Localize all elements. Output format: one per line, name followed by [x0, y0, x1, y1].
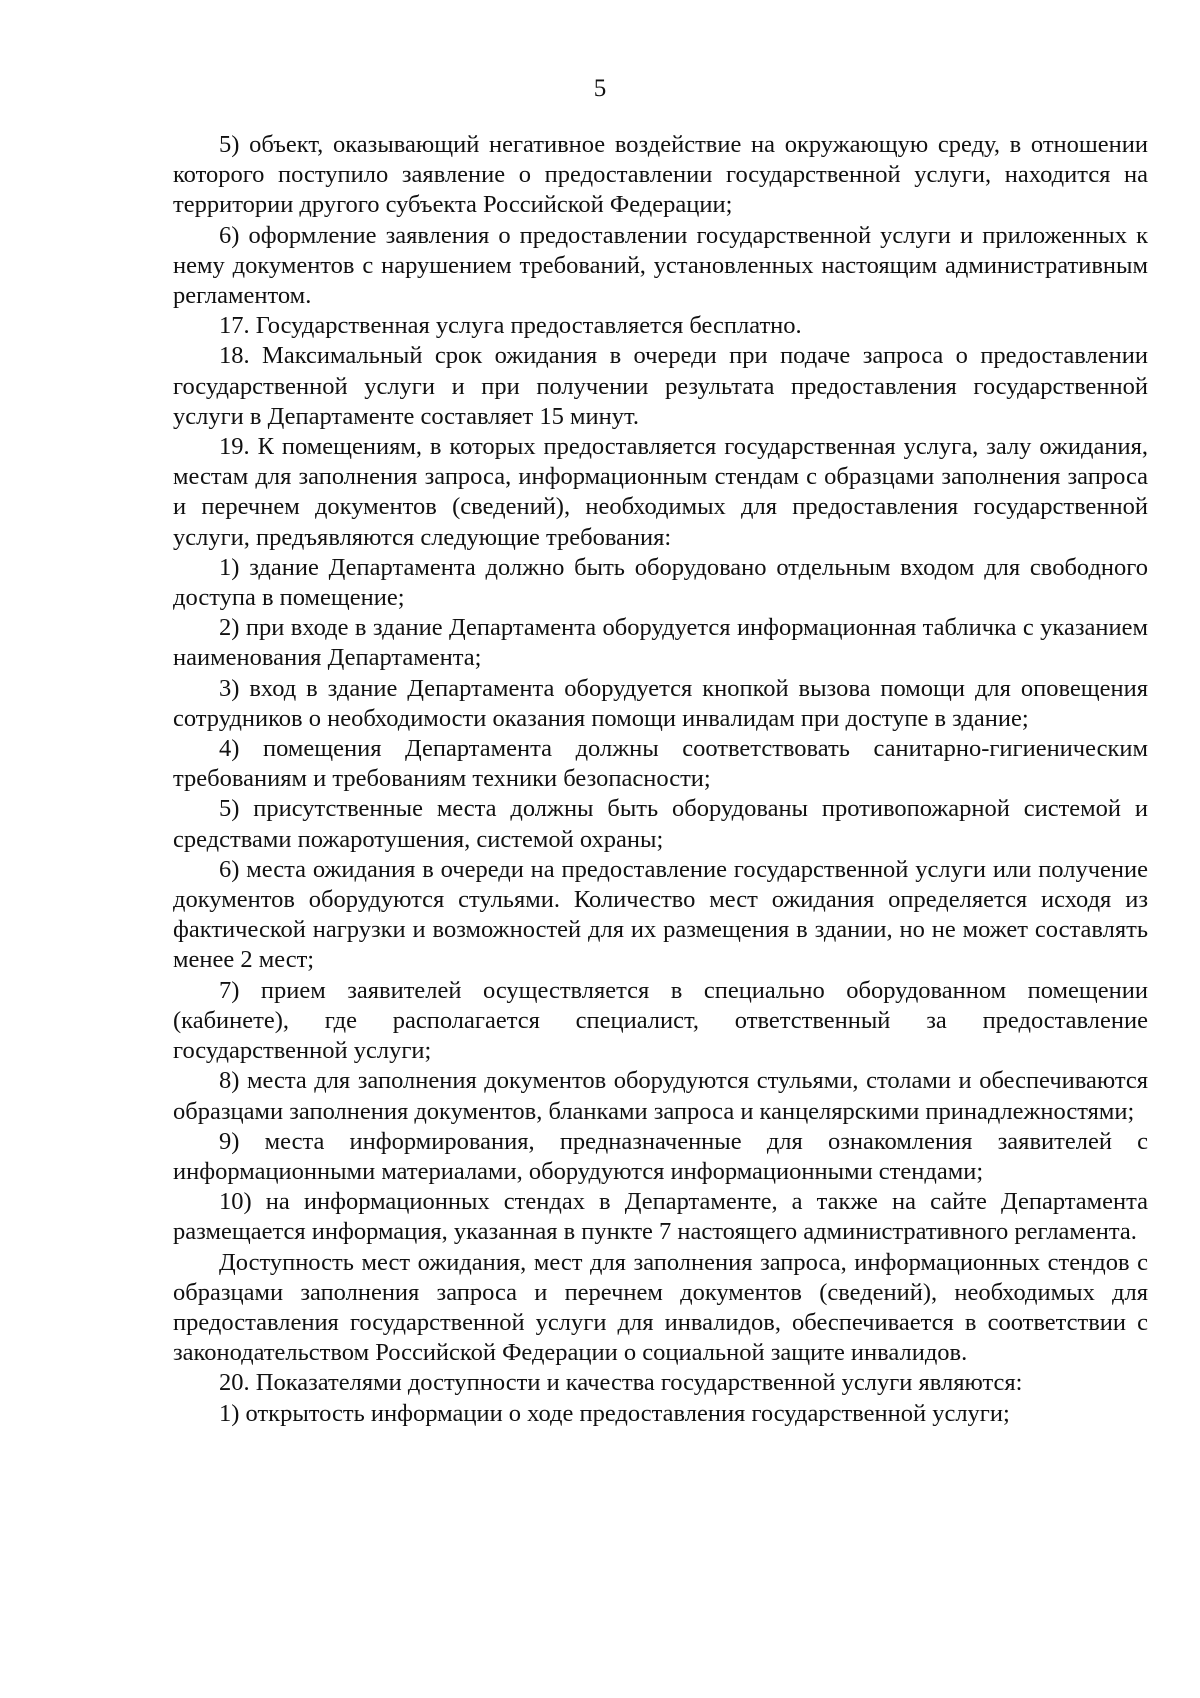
paragraph-19-item-1: 1) здание Департамента должно быть оборудовано отдельным входом для свободного доступа в помещение;	[173, 553, 1148, 612]
paragraph-19-item-3: 3) вход в здание Департамента оборудуется кнопкой вызова помощи для оповещения сотрудников о необходимости оказания помощи инвалидам при доступе в здание;	[173, 674, 1148, 732]
paragraph-20-item-1: 1) открытость информации о ходе предоставления государственной услуги;	[219, 1399, 1010, 1427]
paragraph-19-item-7: 7) прием заявителей осуществляется в специально оборудованном помещении (кабинете), где располагается специалист, ответственный за предоставление государственной услуги;	[173, 976, 1148, 1065]
paragraph-19-item-5: 5) присутственные места должны быть оборудованы противопожарной системой и средствами пожаротушения, системой охраны;	[173, 795, 1148, 853]
paragraph-item-5-objekt: 5) объект, оказывающий негативное воздействие на окружающую среду, в отношении которого поступило заявление о предоставлении государственной услуги, находится на территории другого субъекта Российской Федерации;	[173, 131, 1148, 219]
paragraph-19-item-8: 8) места для заполнения документов оборудуются стульями, столами и обеспечиваются образцами заполнения документов, бланками запроса и канцелярскими принадлежностями;	[173, 1067, 1148, 1125]
paragraph-17: 17. Государственная услуга предоставляется бесплатно.	[219, 312, 802, 340]
paragraph-accessibility: Доступность мест ожидания, мест для заполнения запроса, информационных стендов с образцами заполнения запроса и перечнем документов (сведений), необходимых для предоставления государственной услуги для инвалидов, обеспечивается в соответствии с законодательством Российской Федерации о социальной защите инвалидов.	[173, 1248, 1148, 1367]
paragraph-19-item-2: 2) при входе в здание Департамента оборудуется информационная табличка с указанием наименования Департамента;	[173, 614, 1148, 672]
document-body	[173, 130, 1148, 1429]
paragraph-19-item-4: 4) помещения Департамента должны соответствовать санитарно-гигиеническим требованиям и требованиям техники безопасности;	[173, 735, 1148, 793]
paragraph-20: 20. Показателями доступности и качества государственной услуги являются:	[219, 1369, 1023, 1397]
paragraph-19-item-10: 10) на информационных стендах в Департаменте, а также на сайте Департамента размещается информация, указанная в пункте 7 настоящего административного регламента.	[173, 1188, 1148, 1246]
paragraph-item-6-oformlenie: 6) оформление заявления о предоставлении государственной услуги и приложенных к нему документов с нарушением требований, установленных настоящим административным регламентом.	[173, 221, 1148, 310]
paragraph-19-item-6: 6) места ожидания в очереди на предоставление государственной услуги или получение документов оборудуются стульями. Количество мест ожидания определяется исходя из фактической нагрузки и возможностей для их размещения в здании, но не может составлять менее 2 мест;	[173, 855, 1148, 974]
paragraph-19: 19. К помещениям, в которых предоставляется государственная услуга, залу ожидания, местам для заполнения запроса, информационным стендам с образцами заполнения запроса и перечнем документов (сведений), необходимых для предоставления государственной услуги, предъявляются следующие требования:	[173, 433, 1148, 551]
page-number: 5	[593, 75, 607, 102]
paragraph-19-item-9: 9) места информирования, предназначенные для ознакомления заявителей с информационными материалами, оборудуются информационными стендами;	[173, 1127, 1148, 1185]
paragraph-18: 18. Максимальный срок ожидания в очереди при подаче запроса о предоставлении государственной услуги и при получении результата предоставления государственной услуги в Департаменте составляет 15 минут.	[173, 342, 1148, 430]
